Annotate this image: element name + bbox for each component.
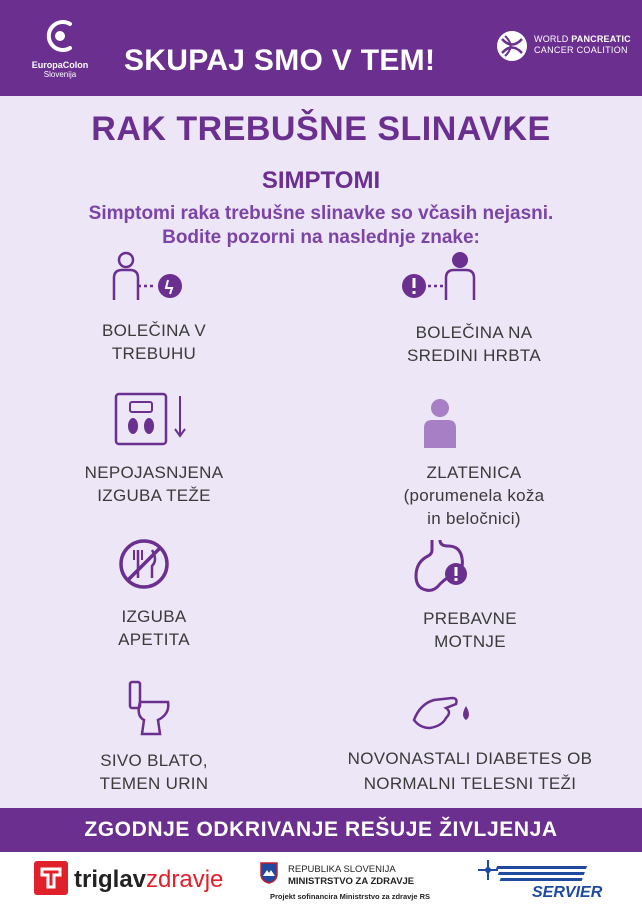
symptom-label-3b: IZGUBA TEŽE <box>97 486 211 505</box>
triglav-name-a: triglav <box>74 866 147 893</box>
stomach-warning-icon <box>410 536 470 594</box>
sponsor-footer <box>0 852 642 910</box>
ministry-line1: REPUBLIKA SLOVENIJA <box>288 864 396 875</box>
symptom-label-6a: PREBAVNE <box>423 609 517 628</box>
symptom-label-4c: in beločnici) <box>427 509 521 528</box>
symptom-label-7a: SIVO BLATO, <box>100 751 208 770</box>
ministry-line2: MINISTRSTVO ZA ZDRAVJE <box>288 876 415 887</box>
symptom-label-8b: NORMALNI TELESNI TEŽI <box>363 774 577 793</box>
symptom-label-4a: ZLATENICA <box>426 463 522 482</box>
symptom-label-7b: TEMEN URIN <box>99 774 209 793</box>
symptom-abdominal-pain <box>14 250 294 370</box>
header-bar <box>0 0 642 96</box>
abdominal-pain-icon <box>110 250 186 304</box>
symptom-label-2a: BOLEČINA NA <box>415 323 533 342</box>
symptom-label-4b: (porumenela koža <box>403 486 545 505</box>
symptom-weight-loss <box>14 392 294 512</box>
symptom-label-5a: IZGUBA <box>121 607 187 626</box>
ministry-logo <box>260 860 440 904</box>
bottom-banner <box>0 808 642 852</box>
weight-scale-icon <box>114 392 190 446</box>
symptom-jaundice <box>334 398 614 538</box>
symptom-label-2b: SREDINI HRBTA <box>407 346 541 365</box>
symptom-grey-stool <box>14 680 294 800</box>
symptom-appetite-loss <box>14 538 294 658</box>
ministry-line3: Projekt sofinancira Ministrstvo za zdravje RS <box>270 892 431 901</box>
symptom-label-5b: APETITA <box>118 630 190 649</box>
wpcc-line2: CANCER COALITION <box>534 45 628 55</box>
main-title: RAK TREBUŠNE SLINAVKE <box>91 110 551 148</box>
jaundice-person-icon <box>420 398 460 450</box>
wpcc-line1a: WORLD <box>534 34 572 44</box>
symptom-label-8a: NOVONASTALI DIABETES OB <box>347 749 593 768</box>
servier-logo <box>474 858 604 904</box>
toilet-icon <box>124 680 174 736</box>
symptom-label-3a: NEPOJASNJENA <box>84 463 224 482</box>
symptom-back-pain <box>334 250 614 370</box>
wpcc-logo <box>496 30 642 70</box>
europacolon-logo <box>28 14 92 88</box>
triglav-emblem-icon <box>34 861 68 895</box>
logo-left-line2: Slovenija <box>43 70 77 79</box>
wpcc-line1b: PANCREATIC <box>571 34 631 44</box>
bottom-banner-text: ZGODNJE ODKRIVANJE REŠUJE ŽIVLJENJA <box>84 818 558 841</box>
triglav-name-b: zdravje <box>146 866 224 893</box>
section-title: SIMPTOMI <box>261 167 381 194</box>
wpcc-emblem-icon <box>496 30 528 62</box>
symptom-label-1b: TREBUHU <box>111 344 197 363</box>
finger-blood-drop-icon <box>412 690 474 734</box>
europacolon-icon <box>40 14 80 58</box>
servier-name: SERVIER <box>532 884 603 901</box>
no-cutlery-icon <box>118 538 170 590</box>
symptom-new-diabetes <box>310 690 630 800</box>
slogan: SKUPAJ SMO V TEM! <box>124 44 436 77</box>
symptom-label-6b: MOTNJE <box>434 632 506 651</box>
logo-left-line1: EuropaColon <box>31 60 89 70</box>
symptom-label-1a: BOLEČINA V <box>101 321 207 340</box>
intro-text: Simptomi raka trebušne slinavke so včasih nejasni. Bodite pozorni na naslednje znake: <box>88 203 554 248</box>
symptom-digestive-issues <box>330 536 610 656</box>
slovenia-crest-icon <box>260 862 278 884</box>
back-pain-icon <box>398 250 478 304</box>
